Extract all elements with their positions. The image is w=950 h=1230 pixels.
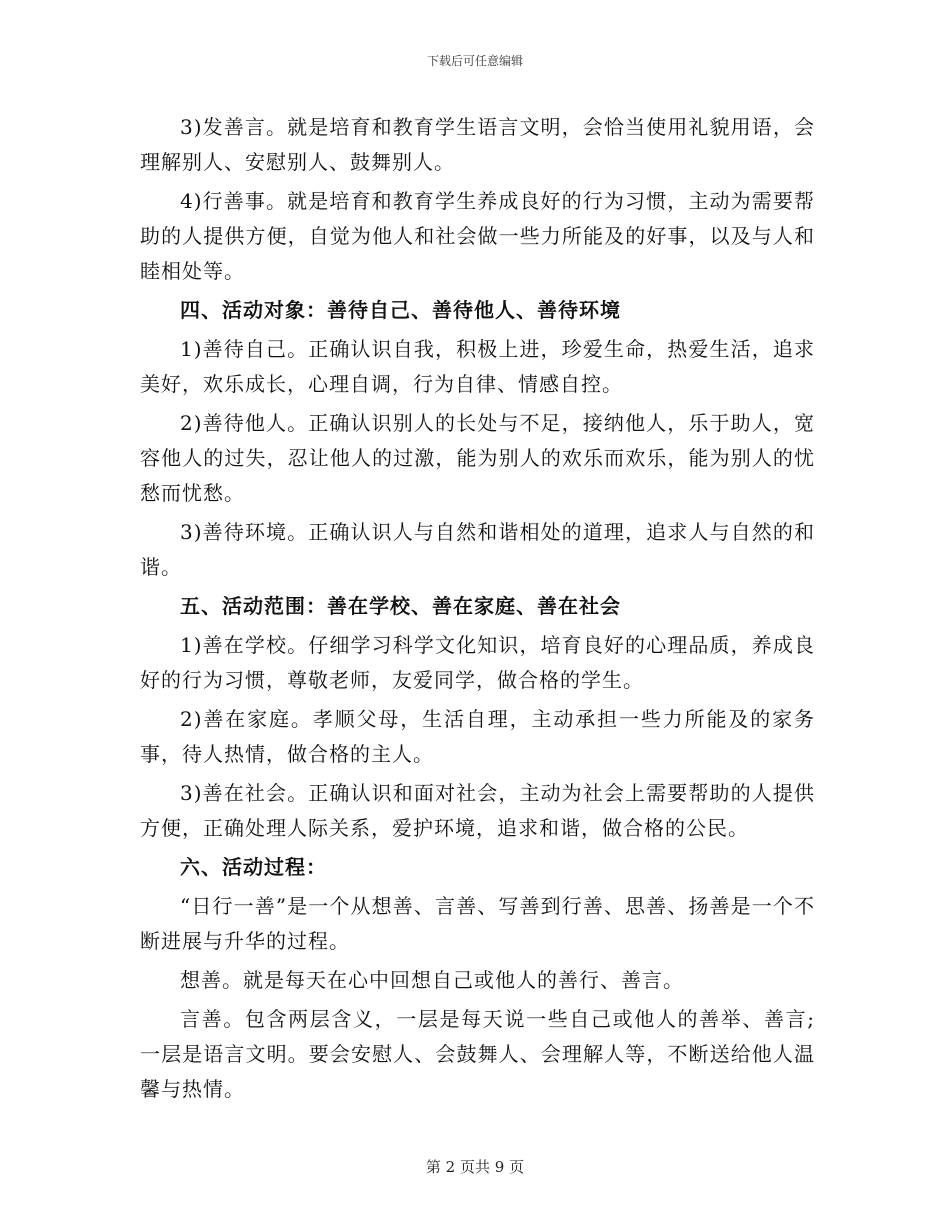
paragraph-xiang-shan: 想善。就是每天在心中回想自己或他人的善行、善言。 [180, 968, 684, 992]
section-heading-4: 四、活动对象：善待自己、善待他人、善待环境 [180, 298, 621, 322]
paragraph-shan-zai-she-hui: 3)善在社会。正确认识和面对社会，主动为社会上需要帮助的人提供方便，正确处理人际关系，爱护环境，追求和谐，做合格的公民。 [140, 781, 815, 840]
paragraph-yan-shan: 言善。包含两层含义，一层是每天说一些自己或他人的善举、善言;一层是语言文明。要会安慰人、会鼓舞人、会理解人等，不断送给他人温馨与热情。 [140, 1007, 815, 1101]
document-body [140, 110, 815, 1111]
paragraph-shan-zai-jia-ting: 2)善在家庭。孝顺父母，生活自理，主动承担一些力所能及的家务事，待人热情，做合格的主人。 [140, 707, 815, 766]
paragraph-shan-dai-zi-ji: 1)善待自己。正确认识自我，积极上进，珍爱生命，热爱生活，追求美好，欢乐成长，心理自调，行为自律、情感自控。 [140, 337, 815, 396]
page-header: 下载后可任意编辑 [426, 54, 523, 68]
paragraph-ri-xing-yi-shan: “日行一善”是一个从想善、言善、写善到行善、思善、扬善是一个不断进展与升华的过程。 [140, 894, 815, 953]
paragraph-shan-zai-xue-xiao: 1)善在学校。仔细学习科学文化知识，培育良好的心理品质，养成良好的行为习惯，尊敬老师，友爱同学，做合格的学生。 [140, 633, 815, 692]
section-heading-6: 六、活动过程： [180, 855, 327, 879]
paragraph-fa-shan-yan: 3)发善言。就是培育和教育学生语言文明，会恰当使用礼貌用语，会理解别人、安慰别人、鼓舞别人。 [140, 115, 815, 174]
page-number: 第 2 页共 9 页 [425, 1158, 525, 1176]
paragraph-xing-shan-shi: 4)行善事。就是培育和教育学生养成良好的行为习惯，主动为需要帮助的人提供方便，自觉为他人和社会做一些力所能及的好事，以及与人和睦相处等。 [140, 189, 815, 283]
paragraph-shan-dai-ta-ren: 2)善待他人。正确认识别人的长处与不足，接纳他人，乐于助人，宽容他人的过失，忍让他人的过激，能为别人的欢乐而欢乐，能为别人的忧愁而忧愁。 [140, 411, 815, 505]
section-heading-5: 五、活动范围：善在学校、善在家庭、善在社会 [180, 594, 621, 618]
paragraph-shan-dai-huan-jing: 3)善待环境。正确认识人与自然和谐相处的道理，追求人与自然的和谐。 [140, 520, 815, 579]
